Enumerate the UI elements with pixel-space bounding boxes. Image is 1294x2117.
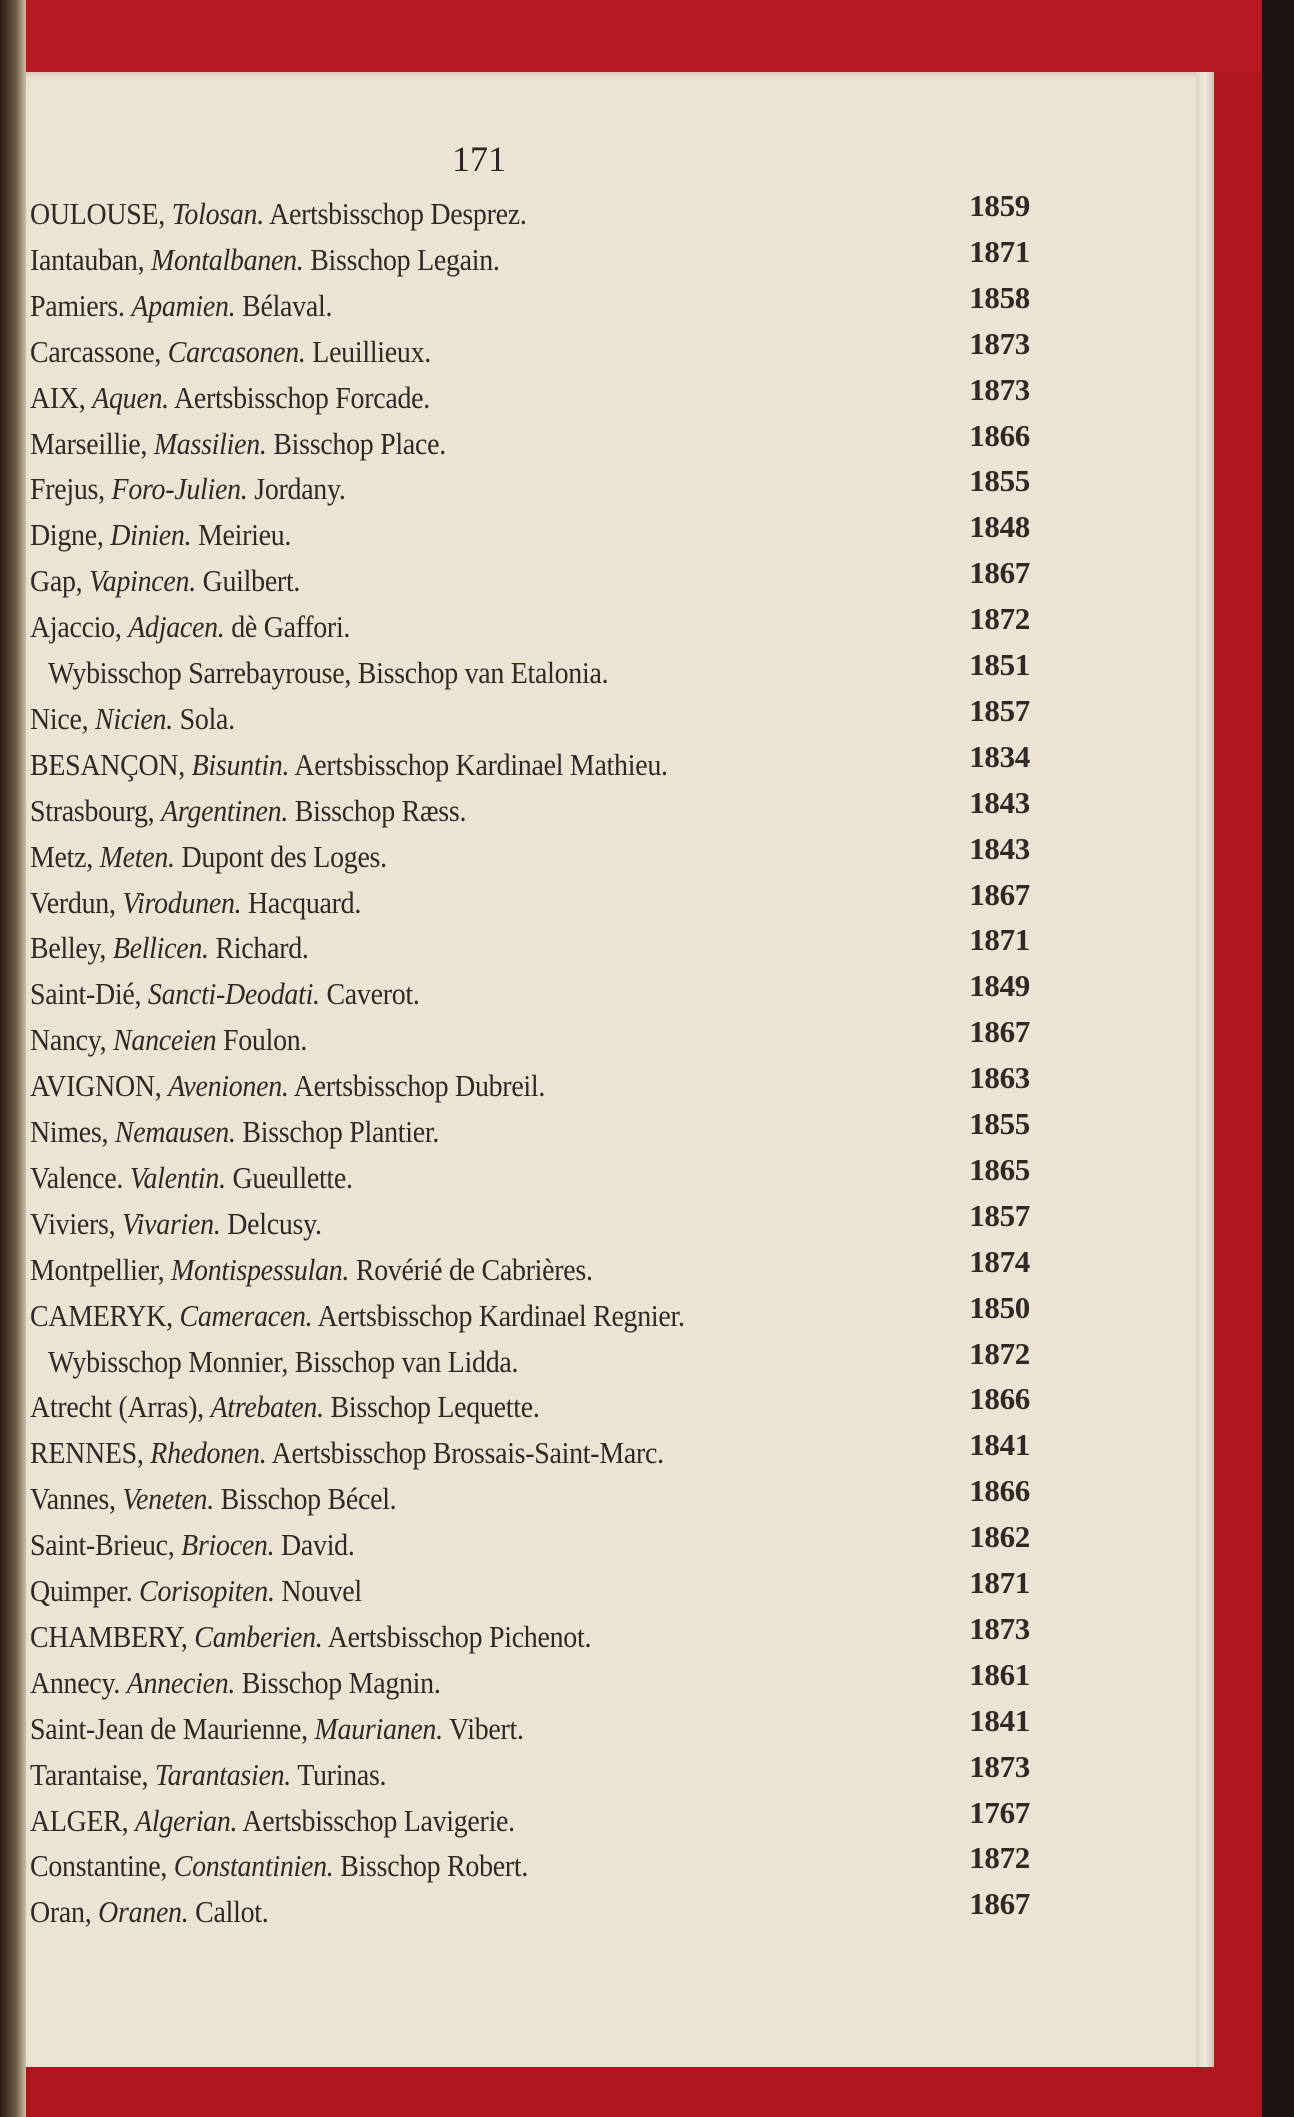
- year: 1850: [969, 1289, 1030, 1325]
- place-name: AVIGNON,: [30, 1068, 162, 1104]
- bishop-name: Aertsbisschop Forcade.: [174, 379, 430, 415]
- entry-text: [30, 517, 291, 553]
- bishop-name: Delcusy.: [227, 1205, 322, 1241]
- place-name: Montpellier,: [30, 1251, 165, 1287]
- latin-name: Algerian.: [135, 1802, 238, 1838]
- bishop-name: Turinas.: [297, 1756, 387, 1792]
- entry-text: [30, 1298, 685, 1334]
- place-name: Quimper.: [30, 1573, 133, 1608]
- entry-text: [30, 288, 332, 324]
- entry-text: [30, 242, 500, 278]
- bishop-name: Aertsbisschop Kardinael Regnier.: [317, 1297, 685, 1333]
- list-item: [30, 417, 1030, 470]
- year: 1834: [969, 738, 1030, 774]
- place-name: Nice,: [30, 700, 89, 736]
- bishop-name: Aertsbisschop Pichenot.: [327, 1618, 592, 1654]
- latin-name: Adjacen.: [128, 609, 225, 645]
- year: 1867: [969, 1886, 1030, 1922]
- list-item: [30, 325, 1030, 378]
- entry-text: [30, 1803, 515, 1839]
- list-item: [30, 279, 1030, 332]
- year: 1866: [969, 417, 1030, 453]
- place-name: Nancy,: [30, 1022, 107, 1058]
- entry-text: [30, 1894, 268, 1930]
- year: 1857: [969, 1197, 1030, 1233]
- bishop-name: Callot.: [195, 1894, 269, 1930]
- latin-name: Avenionen.: [168, 1068, 289, 1104]
- latin-name: Aquen.: [92, 379, 169, 415]
- year: 1849: [969, 968, 1030, 1004]
- year: 1843: [969, 830, 1030, 866]
- year: 1866: [969, 1473, 1030, 1509]
- place-name: Iantauban,: [30, 241, 145, 277]
- latin-name: Maurianen.: [314, 1710, 443, 1746]
- bishop-name: Nouvel: [281, 1573, 362, 1608]
- bishop-name: Bélaval.: [242, 287, 333, 323]
- entry-text: [30, 1848, 528, 1884]
- year: 1848: [969, 509, 1030, 545]
- place-name: Strasbourg,: [30, 792, 155, 828]
- entry-text: [30, 885, 361, 921]
- bishop-name: Hacquard.: [248, 884, 362, 920]
- entry-text: [30, 1711, 524, 1747]
- place-name: Marseillie,: [30, 425, 148, 461]
- bishop-name: Bisschop Plantier.: [242, 1114, 440, 1149]
- bishop-name: Richard.: [215, 930, 309, 966]
- year: 1873: [969, 1748, 1030, 1784]
- bishop-name: Meirieu.: [197, 517, 292, 553]
- year: 1873: [969, 325, 1030, 361]
- bishop-name: Gueullette.: [232, 1159, 353, 1195]
- year: 1872: [969, 1840, 1030, 1876]
- year: 1872: [969, 1335, 1030, 1371]
- latin-name: Briocen.: [181, 1527, 275, 1563]
- list-item: [30, 1702, 1030, 1755]
- latin-name: Nicien.: [95, 700, 173, 736]
- bishop-name: Bisschop Place.: [273, 425, 446, 461]
- bishop-name: Vibert.: [449, 1710, 524, 1746]
- list-item: [30, 1748, 1030, 1801]
- latin-name: Sancti-Deodati.: [147, 976, 320, 1012]
- year: 1867: [969, 876, 1030, 912]
- place-name: Verdun,: [30, 884, 116, 920]
- list-item: [30, 1243, 1030, 1296]
- latin-name: Montispessulan.: [171, 1251, 350, 1287]
- list-item: [30, 371, 1030, 424]
- list-item: [30, 1060, 1030, 1112]
- latin-name: Bellicen.: [112, 930, 209, 966]
- place-name: Constantine,: [30, 1848, 168, 1884]
- year: 1857: [969, 692, 1030, 728]
- year: 1858: [969, 279, 1030, 315]
- latin-name: Oranen.: [98, 1894, 189, 1930]
- year: 1863: [969, 1060, 1030, 1096]
- entry-text: [30, 471, 346, 507]
- latin-name: Nanceien: [113, 1022, 217, 1058]
- entry-text: [30, 1619, 591, 1655]
- list-item: [30, 1840, 1030, 1892]
- bishop-name: Bisschop Legain.: [310, 241, 500, 277]
- page-number: 171: [452, 139, 506, 179]
- bishop-name: dè Gaffori.: [231, 609, 351, 645]
- latin-name: Corisopiten.: [139, 1573, 275, 1608]
- bishop-name: Bisschop Lequette.: [330, 1389, 540, 1425]
- latin-name: Camberien.: [194, 1618, 323, 1654]
- place-name: CHAMBERY,: [30, 1618, 188, 1654]
- latin-name: Montalbanen.: [150, 241, 304, 277]
- latin-name: Foro-Julien.: [111, 471, 248, 507]
- place-name: Carcassone,: [30, 333, 162, 369]
- entry-text: [30, 1665, 441, 1701]
- bishop-name: Wybisschop Monnier, Bisschop van Lidda.: [48, 1343, 519, 1379]
- bishop-name: Aertsbisschop Dubreil.: [293, 1068, 546, 1104]
- entry-text: [30, 1435, 664, 1471]
- year: 1873: [969, 1610, 1030, 1646]
- latin-name: Valentin.: [129, 1159, 226, 1195]
- entry-text: [30, 1206, 322, 1242]
- entry-text: [30, 793, 466, 829]
- latin-name: Massilien.: [153, 425, 267, 461]
- place-name: Tarantaise,: [30, 1756, 149, 1792]
- bishop-name: David.: [281, 1527, 355, 1563]
- page-edge: [1196, 72, 1214, 2067]
- latin-name: Meten.: [99, 838, 175, 874]
- list-item: [30, 876, 1030, 929]
- list-item: [30, 1106, 1030, 1158]
- bishop-name: Guilbert.: [202, 563, 301, 599]
- year: 1871: [969, 1565, 1030, 1600]
- list-item: [30, 233, 1030, 286]
- list-item: [30, 830, 1030, 883]
- place-name: RENNES,: [30, 1435, 144, 1471]
- entry-text: [30, 1022, 307, 1058]
- bishop-name: Rovérié de Cabrières.: [355, 1251, 593, 1287]
- entry-text: [30, 1389, 540, 1425]
- latin-name: Atrebaten.: [210, 1389, 324, 1425]
- list-item: [30, 1014, 1030, 1066]
- entry-text: [30, 380, 430, 416]
- latin-name: Nemausen.: [114, 1114, 236, 1149]
- latin-name: Rhedonen.: [150, 1435, 267, 1471]
- year: 1871: [969, 922, 1030, 958]
- list-item: [30, 1519, 1030, 1571]
- bishop-name: Leuillieux.: [312, 333, 431, 369]
- year: 1867: [969, 555, 1030, 591]
- bishop-name: Caverot.: [326, 976, 420, 1012]
- bishop-name: Wybisschop Sarrebayrouse, Bisschop van Etalonia.: [48, 655, 609, 690]
- year: 1874: [969, 1243, 1030, 1279]
- entry-text: [30, 930, 309, 966]
- year: 1865: [969, 1151, 1030, 1187]
- bishop-name: Dupont des Loges.: [181, 838, 387, 874]
- entry-text: [30, 609, 350, 645]
- list-item: [30, 1610, 1030, 1663]
- entry-text: [48, 655, 608, 691]
- year: 1867: [969, 1014, 1030, 1050]
- year: 1841: [969, 1702, 1030, 1738]
- list-item: [30, 1656, 1030, 1709]
- latin-name: Veneten.: [122, 1481, 214, 1517]
- list-item: [30, 601, 1030, 653]
- entry-text: [30, 1757, 386, 1793]
- year: 1866: [969, 1381, 1030, 1417]
- list-item: [30, 922, 1030, 974]
- place-name: Atrecht (Arras),: [30, 1389, 204, 1425]
- latin-name: Annecien.: [126, 1664, 236, 1700]
- entry-text: [30, 1160, 353, 1196]
- bishop-name: Bisschop Bécel.: [220, 1481, 397, 1517]
- latin-name: Carcasonen.: [167, 333, 306, 369]
- latin-name: Apamien.: [131, 287, 236, 323]
- bishop-name: Aertsbisschop Lavigerie.: [242, 1802, 515, 1838]
- list-item: [30, 784, 1030, 837]
- place-name: Ajaccio,: [30, 609, 122, 645]
- entry-text: [30, 976, 420, 1012]
- entry-text: [30, 334, 431, 370]
- place-name: Belley,: [30, 930, 107, 966]
- latin-name: Bisuntin.: [191, 746, 290, 782]
- entry-text: [30, 1252, 593, 1288]
- year: 1855: [969, 1106, 1030, 1141]
- list-item: [30, 509, 1030, 561]
- year: 1843: [969, 784, 1030, 820]
- place-name: OULOUSE,: [30, 196, 166, 231]
- entry-text: [30, 563, 300, 599]
- book-spine: [0, 0, 26, 2117]
- year: 1871: [969, 233, 1030, 269]
- list-item: [30, 1427, 1030, 1479]
- list-item: [30, 1794, 1030, 1847]
- latin-name: Constantinien.: [173, 1848, 334, 1884]
- year: 1873: [969, 371, 1030, 407]
- place-name: Pamiers.: [30, 287, 125, 323]
- list-item: [30, 1381, 1030, 1433]
- entry-text: [30, 839, 387, 875]
- latin-name: Argentinen.: [161, 792, 289, 828]
- latin-name: Dinien.: [110, 517, 192, 553]
- year: 1861: [969, 1656, 1030, 1692]
- place-name: Viviers,: [30, 1205, 116, 1241]
- list-item: [30, 647, 1030, 699]
- year: 1841: [969, 1427, 1030, 1463]
- place-name: Frejus,: [30, 471, 105, 507]
- place-name: BESANÇON,: [30, 746, 185, 782]
- place-name: Metz,: [30, 838, 93, 874]
- year: 1859: [969, 188, 1030, 223]
- bishop-name: Aertsbisschop Brossais-Saint-Marc.: [271, 1435, 664, 1471]
- latin-name: Cameracen.: [179, 1297, 313, 1333]
- entry-text: [30, 1481, 396, 1517]
- entry-text: [30, 196, 527, 232]
- entry-text: [30, 701, 235, 737]
- book-cover-top: [0, 0, 1294, 72]
- bishop-name: Aertsbisschop Desprez.: [269, 196, 527, 231]
- list-item: [30, 1335, 1030, 1388]
- list-item: [30, 188, 1030, 240]
- background-edge: [1262, 0, 1294, 2117]
- place-name: Saint-Jean de Maurienne,: [30, 1710, 308, 1746]
- list-item: [30, 1473, 1030, 1525]
- entry-text: [48, 1344, 518, 1380]
- bishop-name: Bisschop Ræss.: [294, 792, 467, 828]
- bishop-name: Foulon.: [222, 1022, 308, 1058]
- list-item: [30, 1197, 1030, 1250]
- latin-name: Virodunen.: [122, 884, 242, 920]
- place-name: ALGER,: [30, 1802, 129, 1838]
- year: 1855: [969, 463, 1030, 499]
- bishop-name: Jordany.: [254, 471, 346, 507]
- place-name: Vannes,: [30, 1481, 116, 1517]
- list-item: [30, 1565, 1030, 1617]
- latin-name: Tolosan.: [171, 196, 264, 231]
- year: 1872: [969, 601, 1030, 637]
- place-name: AIX,: [30, 379, 86, 415]
- list-item: [30, 1886, 1030, 1938]
- list-item: [30, 463, 1030, 515]
- place-name: Gap,: [30, 563, 83, 599]
- bishop-name: Aertsbisschop Kardinael Mathieu.: [294, 746, 668, 782]
- latin-name: Tarantasien.: [154, 1756, 291, 1792]
- place-name: Saint-Brieuc,: [30, 1527, 175, 1563]
- bishop-name: Bisschop Robert.: [340, 1848, 529, 1884]
- entry-text: [30, 426, 446, 462]
- place-name: Nimes,: [30, 1114, 109, 1149]
- latin-name: Vapincen.: [89, 563, 196, 599]
- year: 1862: [969, 1519, 1030, 1555]
- list-item: [30, 555, 1030, 607]
- year: 1851: [969, 647, 1030, 682]
- list-item: [30, 1289, 1030, 1342]
- entry-text: [30, 1068, 545, 1104]
- list-item: [30, 692, 1030, 745]
- entry-text: [30, 1114, 439, 1150]
- entry-text: [30, 1527, 355, 1563]
- list-item: [30, 738, 1030, 791]
- year: 1767: [969, 1794, 1030, 1830]
- place-name: Oran,: [30, 1894, 92, 1930]
- list-item: [30, 1151, 1030, 1204]
- place-name: Digne,: [30, 517, 104, 553]
- place-name: Saint-Dié,: [30, 976, 142, 1012]
- entry-text: [30, 1573, 362, 1609]
- bishop-name: Sola.: [179, 700, 235, 736]
- latin-name: Vivarien.: [121, 1205, 221, 1241]
- place-name: CAMERYK,: [30, 1297, 173, 1333]
- bishop-name: Bisschop Magnin.: [241, 1664, 441, 1700]
- list-item: [30, 968, 1030, 1020]
- entry-text: [30, 747, 668, 783]
- place-name: Annecy.: [30, 1664, 121, 1700]
- place-name: Valence.: [30, 1159, 124, 1195]
